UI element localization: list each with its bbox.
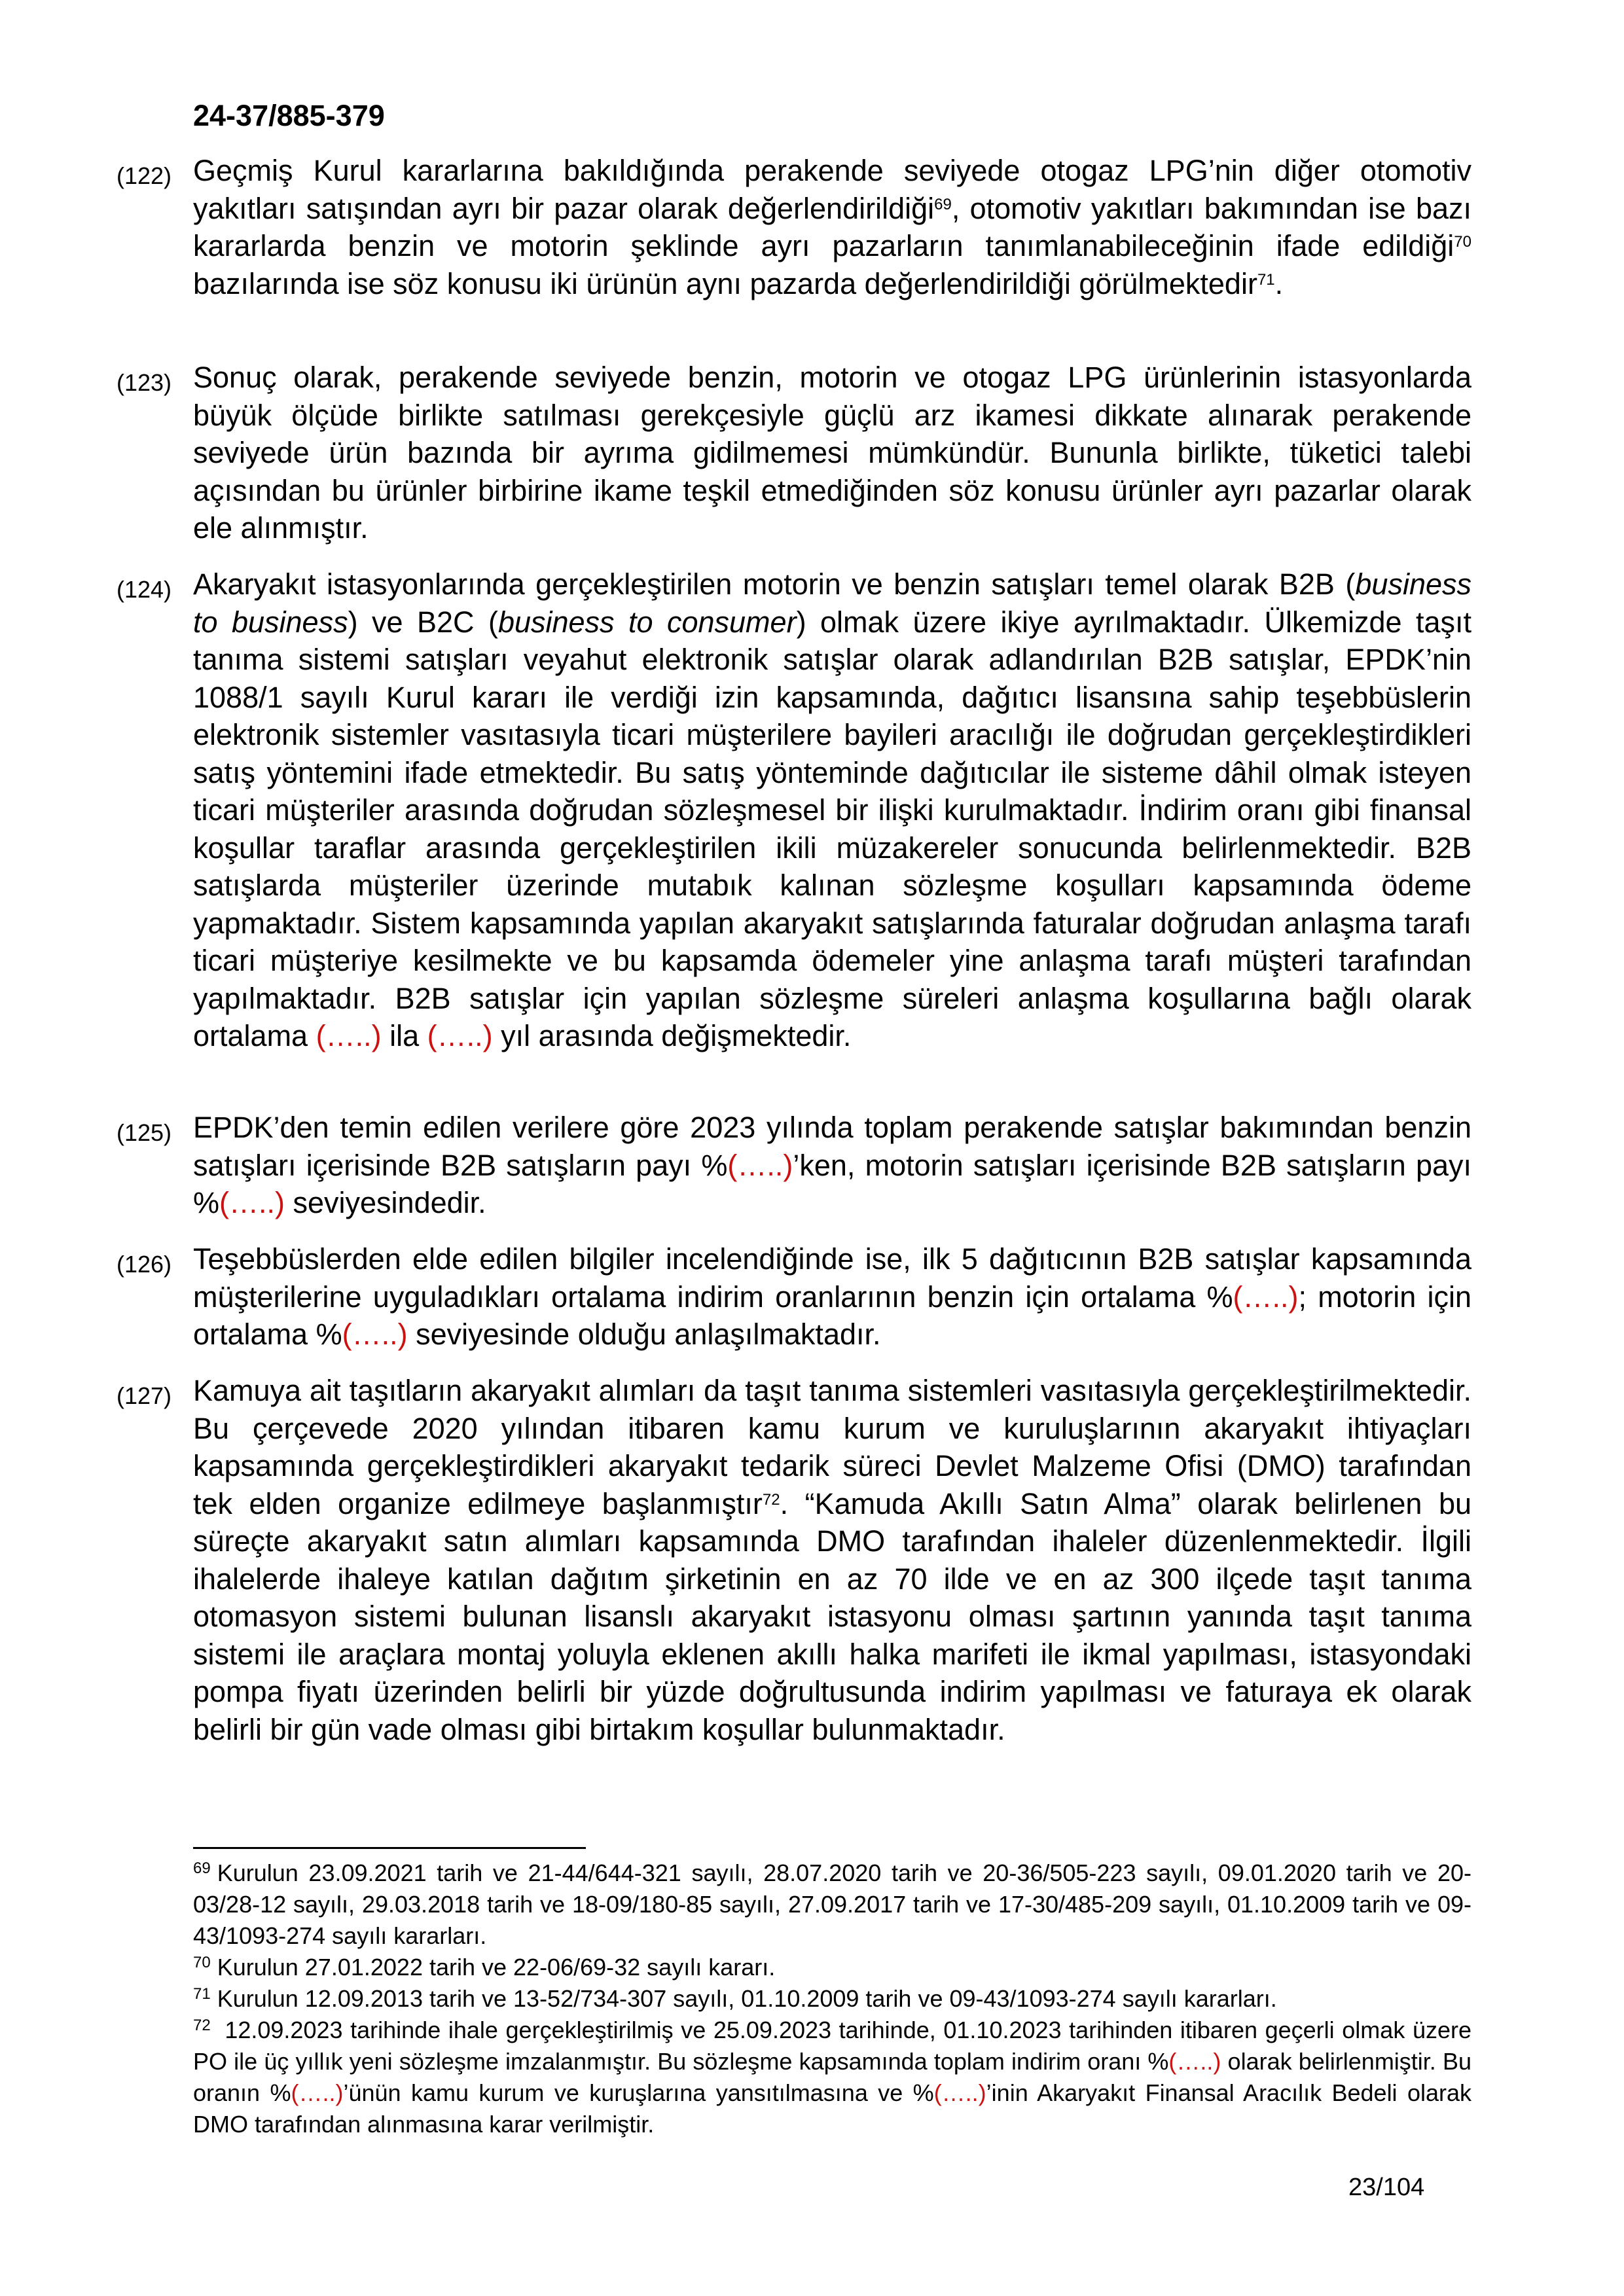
- paragraph-number: (126): [117, 1251, 172, 1278]
- footnote-72: [193, 2015, 1471, 2140]
- paragraph-126: [117, 1240, 1471, 1354]
- footnotes: [193, 1857, 1471, 2140]
- paragraph-text: Teşebbüslerden elde edilen bilgiler incelendiğinde ise, ilk 5 dağıtıcının B2B satışlar kapsamında müşterilerine uyguladıkları ortalama indirim oranlarının benzin için ortalama %: [193, 1242, 1471, 1314]
- paragraph-123: [117, 359, 1471, 547]
- footnote-number: 72: [193, 2017, 211, 2034]
- redacted-value: (…..): [1233, 1280, 1299, 1314]
- footnote-ref-70[interactable]: 70: [1454, 233, 1471, 251]
- paragraph-125: [117, 1109, 1471, 1222]
- paragraph-text: seviyesinde olduğu anlaşılmaktadır.: [407, 1318, 881, 1351]
- paragraph-body: [193, 1109, 1471, 1222]
- footnote-number: 69: [193, 1859, 211, 1877]
- redacted-value: (…..): [291, 2079, 344, 2106]
- paragraph-text: Akaryakıt istasyonlarında gerçekleştirilen motorin ve benzin satışları temel olarak B2B (: [193, 567, 1356, 601]
- paragraph-text: bazılarında ise söz konusu iki ürünün aynı pazarda değerlendirildiği görülmektedir: [193, 266, 1257, 300]
- paragraph-body: [193, 1372, 1471, 1748]
- footnote-text: ’ünün kamu kurum ve kuruşlarına yansıtılmasına ve %: [343, 2079, 934, 2106]
- footnote-ref-72[interactable]: 72: [762, 1490, 780, 1509]
- footnote-text: 12.09.2023 tarihinde ihale gerçekleştirilmiş ve 25.09.2023 tarihinde, 01.10.2023 tarihinden itibaren geçerli olmak üzere PO ile üç yıllık yeni sözleşme imzalanmıştır. Bu sözleşme kapsamında toplam indirim oranı %: [193, 2017, 1471, 2075]
- italic-term: business to business: [193, 567, 1471, 639]
- redacted-value: (…..): [727, 1148, 793, 1182]
- footnote-71: [193, 1983, 1471, 2015]
- paragraph-body: [193, 1240, 1471, 1354]
- redacted-value: (…..): [316, 1019, 382, 1052]
- paragraph-text: . “Kamuda Akıllı Satın Alma” olarak belirlenen bu süreçte akaryakıt satın alımları kapsamında DMO tarafından ihaleler düzenlenmektedir. İlgili ihalelerde ihaleye katılan dağıtım şirketinin en az 70 ilde ve en az 300 ilçede taşıt tanıma otomasyon sistemi bulunan lisanslı akaryakıt istasyonu olması şartının yanında taşıt tanıma sistemi ile araçlara montaj yoluyla eklenen akıllı halka marifeti ile ikmal yapılması, istasyondaki pompa fiyatı üzerinden belirli bir yüzde doğrultusunda indirim yapılması ve faturaya ek olarak belirli bir gün vade olması gibi birtakım koşullar bulunmaktadır.: [193, 1486, 1471, 1746]
- redacted-value: (…..): [342, 1318, 408, 1351]
- italic-term: business to consumer: [497, 605, 797, 639]
- footnote-69: [193, 1857, 1471, 1952]
- paragraph-text: ) ve B2C (: [348, 605, 498, 639]
- paragraph-body: [193, 152, 1471, 302]
- footnote-ref-71[interactable]: 71: [1257, 270, 1275, 289]
- paragraph-122: [117, 152, 1471, 302]
- paragraph-number: (127): [117, 1382, 172, 1409]
- paragraph-text: yıl arasında değişmektedir.: [492, 1019, 852, 1052]
- footnote-separator: [193, 1847, 586, 1849]
- paragraph-body: [193, 565, 1471, 1055]
- paragraph-text: .: [1274, 266, 1284, 300]
- paragraph-text: ila: [381, 1019, 427, 1052]
- paragraph-text: Kamuya ait taşıtların akaryakıt alımları da taşıt tanıma sistemleri vasıtasıyla gerçekleştirilmektedir. Bu çerçevede 2020 yılından itibaren kamu kurum ve kuruluşlarının akaryakıt ihtiyaçları kapsamında gerçekleştirdikleri akaryakıt tedarik süreci Devlet Malzeme Ofisi (DMO) tarafından tek elden organize edilmeye başlanmıştır: [193, 1374, 1471, 1520]
- redacted-value: (…..): [933, 2079, 986, 2106]
- footnote-70: [193, 1952, 1471, 1983]
- footnote-text: Kurulun 27.01.2022 tarih ve 22-06/69-32 sayılı kararı.: [217, 1954, 776, 1981]
- paragraph-text: Geçmiş Kurul kararlarına bakıldığında perakende seviyede otogaz LPG’nin diğer otomotiv yakıtları satışından ayrı bir pazar olarak değerlendirildiği: [193, 154, 1471, 225]
- paragraph-number: (123): [117, 369, 172, 396]
- footnote-number: 70: [193, 1954, 211, 1971]
- paragraph-number: (122): [117, 162, 172, 189]
- footnote-ref-69[interactable]: 69: [934, 195, 952, 213]
- redacted-value: (…..): [219, 1186, 285, 1219]
- paragraph-text: , otomotiv yakıtları bakımından ise bazı kararlarda benzin ve motorin şeklinde ayrı pazarların tanımlanabileceğinin ifade edildiği: [193, 191, 1471, 262]
- footnote-text: ’inin Akaryakıt Finansal Aracılık Bedeli olarak DMO tarafından alınmasına karar verilmiştir.: [193, 2079, 1472, 2138]
- paragraph-body: [193, 359, 1471, 547]
- footnote-text: olarak belirlenmiştir. Bu oranın %: [193, 2048, 1471, 2106]
- paragraph-number: (124): [117, 576, 172, 603]
- paragraph-number: (125): [117, 1119, 172, 1146]
- paragraph-127: [117, 1372, 1471, 1748]
- footnote-number: 71: [193, 1985, 211, 2003]
- footnote-text: Kurulun 12.09.2013 tarih ve 13-52/734-307 sayılı, 01.10.2009 tarih ve 09-43/1093-274 sayılı kararları.: [217, 1985, 1277, 2012]
- redacted-value: (…..): [1168, 2048, 1221, 2075]
- paragraph-text: ; motorin için ortalama %: [193, 1280, 1471, 1351]
- page-number: 23/104: [1348, 2174, 1425, 2201]
- paragraph-124: [117, 565, 1471, 1055]
- paragraph-text: ) olmak üzere ikiye ayrılmaktadır. Ülkemizde taşıt tanıma sistemi satışları veyahut elektronik satışlar olarak adlandırılan B2B satışlar, EPDK’nin 1088/1 sayılı Kurul kararı ile verdiği izin kapsamında, dağıtıcı lisansına sahip teşebbüslerin elektronik sistemler vasıtasıyla ticari müşterilere bayileri aracılığı ile doğrudan gerçekleştirdikleri satış yöntemini ifade etmektedir. Bu satış yönteminde dağıtıcılar ile sisteme dâhil olmak isteyen ticari müşteriler arasında doğrudan sözleşmesel bir ilişki kurulmaktadır. İndirim oranı gibi finansal koşullar taraflar arasında gerçekleştirilen ikili müzakereler sonucunda belirlenmektedir. B2B satışlarda müşteriler üzerinde mutabık kalınan sözleşme koşulları kapsamında ödeme yapmaktadır. Sistem kapsamında yapılan akaryakıt satışlarında faturalar doğrudan anlaşma tarafı ticari müşteriye kesilmekte ve bu kapsamda ödemeler yine anlaşma tarafı müşteri tarafından yapılmaktadır. B2B satışlar için yapılan sözleşme süreleri anlaşma koşullarına bağlı olarak ortalama: [193, 605, 1472, 1052]
- document-number: 24-37/885-379: [193, 99, 385, 132]
- redacted-value: (…..): [427, 1019, 493, 1052]
- paragraph-text: ’ken, motorin satışları içerisinde B2B satışların payı %: [193, 1148, 1471, 1219]
- paragraph-text: EPDK’den temin edilen verilere göre 2023 yılında toplam perakende satışlar bakımından benzin satışları içerisinde B2B satışların payı %: [193, 1111, 1471, 1182]
- footnote-text: Kurulun 23.09.2021 tarih ve 21-44/644-321 sayılı, 28.07.2020 tarih ve 20-36/505-223 sayılı, 09.01.2020 tarih ve 20-03/28-12 sayılı, 29.03.2018 tarih ve 18-09/180-85 sayılı, 27.09.2017 tarih ve 17-30/485-209 sayılı, 01.10.2009 tarih ve 09-43/1093-274 sayılı kararları.: [193, 1859, 1471, 1949]
- paragraph-text: seviyesindedir.: [285, 1186, 486, 1219]
- paragraph-text: Sonuç olarak, perakende seviyede benzin, motorin ve otogaz LPG ürünlerinin istasyonlarda büyük ölçüde birlikte satılması gerekçesiyle güçlü arz ikamesi dikkate alınarak perakende seviyede ürün bazında bir ayrıma gidilmemesi mümkündür. Bununla birlikte, tüketici talebi açısından bu ürünler birbirine ikame teşkil etmediğinden söz konusu ürünler ayrı pazarlar olarak ele alınmıştır.: [193, 361, 1471, 545]
